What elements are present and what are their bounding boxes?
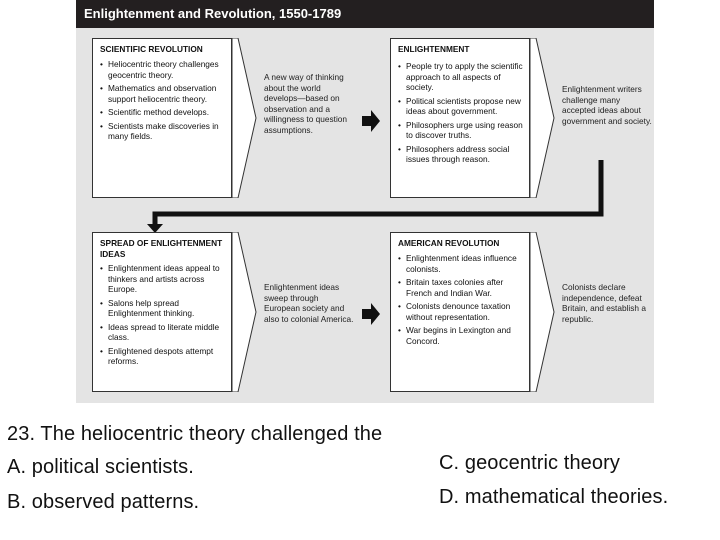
panel-american-revolution	[390, 232, 676, 392]
panel-enlightenment	[390, 38, 676, 198]
enlightenment-summary: Enlightenment writers challenge many accepted ideas about government and society.	[562, 84, 652, 126]
spread-title: SPREAD OF ENLIGHTENMENT IDEAS	[100, 238, 223, 259]
chart-header	[76, 0, 654, 28]
scientific-bullet-4: • Scientists make discoveries in many fields.	[100, 121, 230, 142]
scientific-bullet-3: • Scientific method develops.	[100, 107, 230, 118]
scientific-bullet-2: • Mathematics and observation support heliocentric theory.	[100, 83, 230, 104]
scientific-revolution-box	[92, 38, 232, 198]
option-c[interactable]: C. geocentric theory	[439, 452, 620, 474]
spread-summary: Enlightenment ideas sweep through European society and also to colonial America.	[264, 282, 354, 324]
american-bullet-2: • Britain taxes colonies after French and Indian War.	[398, 277, 528, 298]
american-revolution-title: AMERICAN REVOLUTION	[398, 238, 500, 248]
question-stem: 23. The heliocentric theory challenged the	[7, 423, 383, 445]
american-summary: Colonists declare independence, defeat Britain, and establish a republic.	[562, 282, 646, 324]
american-chevron	[530, 232, 556, 392]
spread-bullet-3: • Ideas spread to literate middle class.	[100, 322, 230, 343]
spread-bullets	[100, 263, 230, 370]
enlightenment-chevron	[530, 38, 556, 198]
enlightenment-bullet-1: • People try to apply the scientific approach to all aspects of society.	[398, 61, 528, 93]
american-bullet-1: • Enlightenment ideas influence colonists.	[398, 253, 528, 274]
option-b[interactable]: B. observed patterns.	[7, 491, 200, 513]
option-a[interactable]: A. political scientists.	[7, 456, 194, 478]
american-bullet-4: • War begins in Lexington and Concord.	[398, 325, 528, 346]
panel-scientific-revolution	[92, 38, 378, 198]
scientific-revolution-title: SCIENTIFIC REVOLUTION	[100, 44, 203, 54]
chart-title: Enlightenment and Revolution, 1550-1789	[84, 6, 342, 21]
enlightenment-bullet-3: • Philosophers urge using reason to discover truths.	[398, 120, 528, 141]
enlightenment-box	[390, 38, 530, 198]
enlightenment-title: ENLIGHTENMENT	[398, 44, 470, 54]
scientific-revolution-bullets	[100, 59, 230, 145]
spread-bullet-4: • Enlightened despots attempt reforms.	[100, 346, 230, 367]
enlightenment-bullets	[398, 61, 528, 168]
arrow-right-icon	[362, 303, 380, 325]
scientific-chevron	[232, 38, 258, 198]
option-d[interactable]: D. mathematical theories.	[439, 486, 669, 508]
spread-bullet-1: • Enlightenment ideas appeal to thinkers and artists across Europe.	[100, 263, 230, 295]
spread-bullet-2: • Salons help spread Enlightenment thinking.	[100, 298, 230, 319]
spread-box	[92, 232, 232, 392]
arrow-right-icon	[362, 110, 380, 132]
american-revolution-bullets	[398, 253, 528, 349]
enlightenment-bullet-4: • Philosophers address social issues through reason.	[398, 144, 528, 165]
spread-chevron	[232, 232, 258, 392]
american-revolution-box	[390, 232, 530, 392]
enlightenment-bullet-2: • Political scientists propose new ideas about government.	[398, 96, 528, 117]
question-area	[0, 415, 720, 540]
scientific-bullet-1: • Heliocentric theory challenges geocentric theory.	[100, 59, 230, 80]
american-bullet-3: • Colonists denounce taxation without representation.	[398, 301, 528, 322]
panel-spread-of-enlightenment	[92, 232, 378, 392]
enlightenment-chart	[76, 0, 654, 403]
scientific-summary: A new way of thinking about the world develops—based on observation and a willingness to question assumptions.	[264, 72, 348, 135]
